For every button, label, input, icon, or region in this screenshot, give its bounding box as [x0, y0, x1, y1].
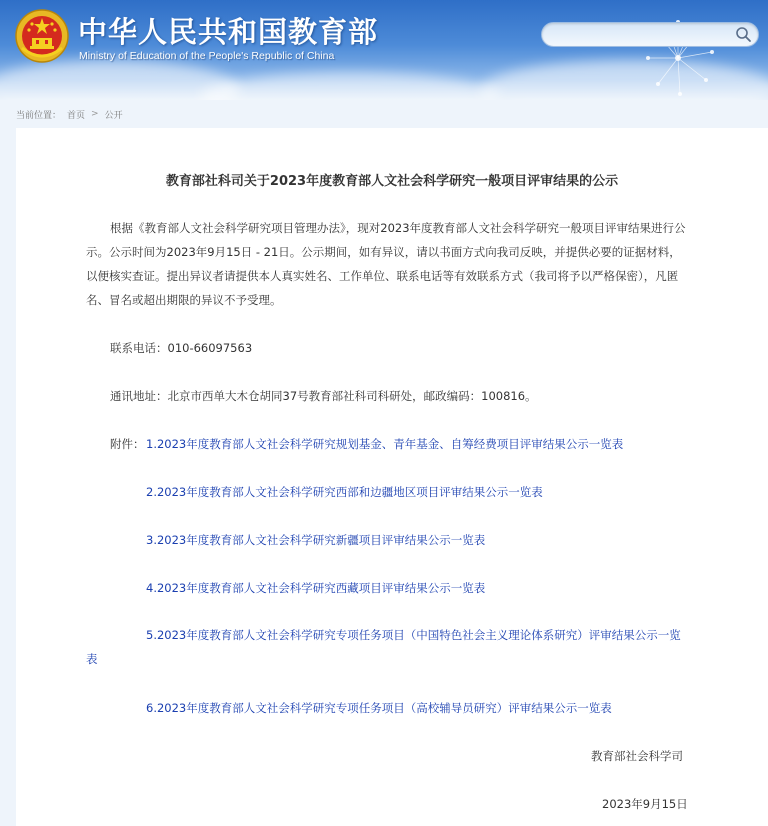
- cloud-decoration: [200, 72, 500, 100]
- breadcrumb-separator: >: [91, 109, 99, 119]
- article-title: 教育部社科司关于2023年度教育部人文社会科学研究一般项目评审结果的公示: [165, 174, 619, 189]
- site-subtitle: Ministry of Education of the People's Republic of China: [79, 50, 335, 62]
- attachment-link-3[interactable]: 3.2023年度教育部人文社会科学研究新疆项目评审结果公示一览表: [146, 533, 486, 547]
- attachment-link-4[interactable]: 4.2023年度教育部人文社会科学研究西藏项目评审结果公示一览表: [146, 581, 486, 595]
- publish-date: 2023年9月15日: [602, 797, 688, 811]
- contact-address: 通讯地址：北京市西单大木仓胡同37号教育部社科司科研处，邮政编码：100816。: [110, 389, 537, 403]
- breadcrumb-current[interactable]: 公开: [104, 110, 123, 121]
- article-panel: [16, 128, 768, 826]
- signature: 教育部社会科学司: [591, 749, 683, 763]
- attachment-link-2[interactable]: 2.2023年度教育部人文社会科学研究西部和边疆地区项目评审结果公示一览表: [146, 485, 543, 499]
- article-paragraph: 根据《教育部人文社会科学研究项目管理办法》，现对2023年度教育部人文社会科学研究一般项目评审结果进行公示。公示时间为2023年9月15日 - 21日。公示期间，如有异议，请以书面方式向我司反映，并提供必要的证据材料，以便核实查证。提出异议者请提供本人真实姓名、工作单位、联系电话等有效联系方式（我司将予以严格保密），凡匿名、冒名或超出期限的异议不予受理。: [86, 221, 686, 307]
- site-header: [0, 0, 768, 100]
- search-icon[interactable]: [735, 26, 752, 43]
- search-input[interactable]: [541, 22, 759, 47]
- national-emblem-icon: [14, 8, 70, 64]
- site-title[interactable]: 中华人民共和国教育部: [78, 15, 379, 49]
- breadcrumb-home-link[interactable]: 首页: [67, 110, 86, 121]
- contact-phone: 联系电话：010-66097563: [110, 341, 253, 355]
- attachment-link-1[interactable]: 1.2023年度教育部人文社会科学研究规划基金、青年基金、自筹经费项目评审结果公示一览表: [146, 437, 624, 451]
- attachment-link-5[interactable]: 5.2023年度教育部人文社会科学研究专项任务项目（中国特色社会主义理论体系研究）评审结果公示一览表: [86, 628, 681, 666]
- attachments-label: 附件：: [110, 437, 145, 451]
- breadcrumb: [16, 107, 123, 121]
- breadcrumb-prefix: 当前位置：: [16, 110, 62, 121]
- attachment-link-6[interactable]: 6.2023年度教育部人文社会科学研究专项任务项目（高校辅导员研究）评审结果公示一览表: [146, 701, 612, 715]
